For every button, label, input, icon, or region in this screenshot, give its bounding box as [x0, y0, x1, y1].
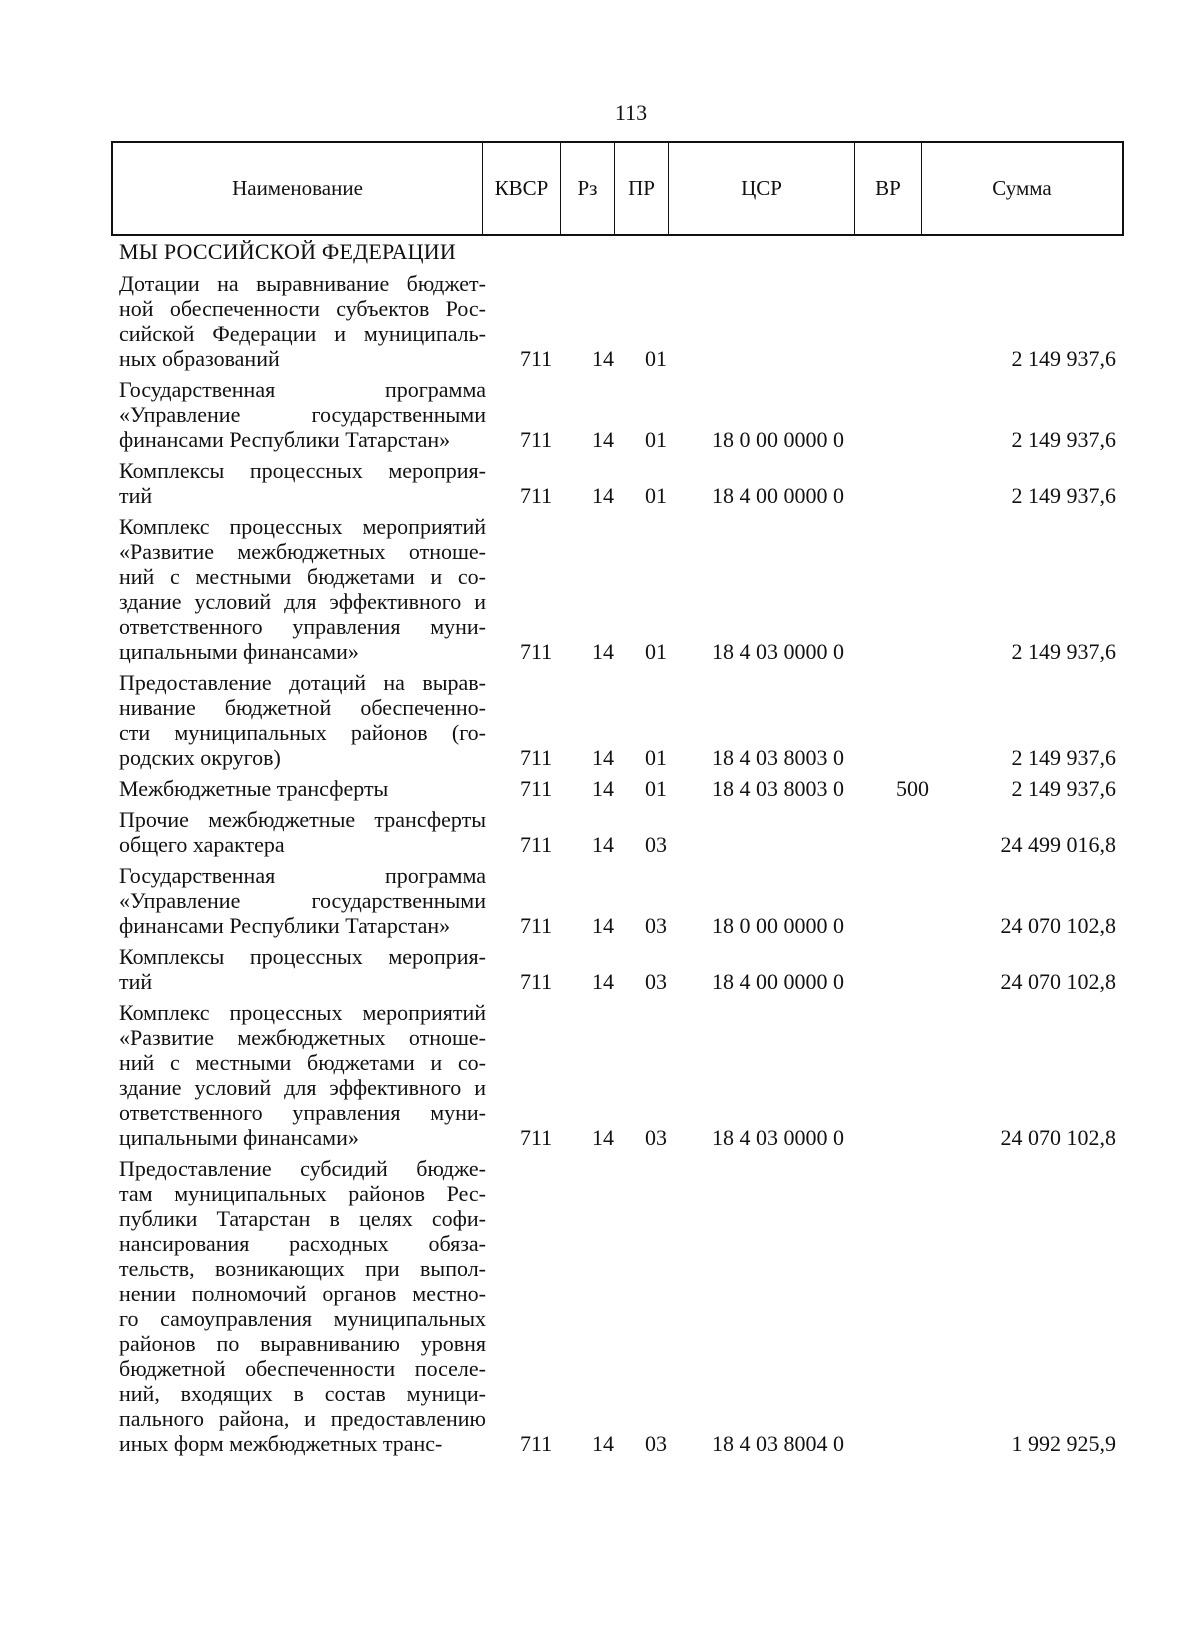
row-name	[119, 807, 486, 857]
row-csr: 18 4 03 8004 0	[712, 1431, 844, 1456]
row-name-line: Комплексы процессных мероприя-	[119, 458, 486, 483]
header-pr: ПР	[614, 143, 668, 234]
row-name-line: ципальными финансами»	[119, 1125, 359, 1150]
row-name-line: тий	[119, 969, 153, 994]
row-name	[119, 670, 486, 770]
row-name-line: бюджетной обеспеченности поселе-	[119, 1356, 486, 1381]
row-csr: 18 4 03 0000 0	[712, 1125, 844, 1150]
row-name-line: Комплексы процессных мероприя-	[119, 944, 486, 969]
row-kvsr: 711	[520, 969, 553, 994]
row-rz: 14	[592, 427, 614, 452]
row-pr: 03	[645, 832, 667, 857]
page-number: 113	[614, 100, 648, 125]
row-sum: 2 149 937,6	[1011, 639, 1116, 664]
row-csr: 18 4 03 8003 0	[712, 745, 844, 770]
row-name-line: ответственного управления муни-	[119, 1100, 486, 1125]
row-pr: 01	[645, 346, 667, 371]
row-name-line: Государственная программа	[119, 863, 486, 888]
row-name-line: сийской Федерации и муниципаль-	[119, 321, 486, 346]
row-rz: 14	[592, 483, 614, 508]
row-name-line: иных форм межбюджетных транс-	[119, 1431, 443, 1456]
header-sum: Сумма	[921, 143, 1122, 234]
row-name	[119, 271, 486, 371]
row-kvsr: 711	[520, 1431, 553, 1456]
row-rz: 14	[592, 1431, 614, 1456]
row-sum: 2 149 937,6	[1011, 427, 1116, 452]
row-name-line: ципальными финансами»	[119, 639, 359, 664]
row-name-line: ний с местными бюджетами и со-	[119, 1050, 486, 1075]
row-name-line: тий	[119, 483, 153, 508]
row-name-line: ний с местными бюджетами и со-	[119, 564, 486, 589]
row-name-line: «Управление государственными	[119, 402, 486, 427]
row-rz: 14	[592, 913, 614, 938]
row-csr: 18 4 00 0000 0	[712, 969, 844, 994]
row-name-line: финансами Республики Татарстан»	[119, 427, 451, 452]
row-kvsr: 711	[520, 346, 553, 371]
row-name-line: там муниципальных районов Рес-	[119, 1181, 486, 1206]
row-pr: 03	[645, 913, 667, 938]
row-pr: 01	[645, 745, 667, 770]
header-vr: ВР	[854, 143, 921, 234]
row-rz: 14	[592, 745, 614, 770]
row-name-line: тельств, возникающих при выпол-	[119, 1256, 486, 1281]
row-name-line: сти муниципальных районов (го-	[119, 720, 486, 745]
row-sum: 2 149 937,6	[1011, 483, 1116, 508]
row-csr: 18 0 00 0000 0	[712, 427, 844, 452]
row-sum: 24 499 016,8	[1000, 832, 1116, 857]
row-name	[119, 1156, 486, 1456]
row-rz: 14	[592, 832, 614, 857]
row-rz: 14	[592, 346, 614, 371]
row-kvsr: 711	[520, 639, 553, 664]
row-name-line: Дотации на выравнивание бюджет-	[119, 271, 486, 296]
row-name-line: ной обеспеченности субъектов Рос-	[119, 296, 486, 321]
row-name-line: родских округов)	[119, 745, 281, 770]
row-name-line: Комплекс процессных мероприятий	[119, 514, 486, 539]
row-name-line: ответственного управления муни-	[119, 614, 486, 639]
row-name-line: нивание бюджетной обеспеченно-	[119, 695, 486, 720]
row-sum: 24 070 102,8	[1000, 913, 1116, 938]
header-name: Наименование	[232, 176, 363, 200]
row-name	[119, 863, 486, 938]
row-name-line: финансами Республики Татарстан»	[119, 913, 451, 938]
row-name-line: пального района, и предоставлению	[119, 1406, 486, 1431]
row-csr: 18 4 03 0000 0	[712, 639, 844, 664]
row-pr: 01	[645, 483, 667, 508]
row-name-line: нении полномочий органов местно-	[119, 1281, 486, 1306]
row-vr: 500	[896, 776, 929, 801]
row-name	[119, 514, 486, 664]
row-csr: 18 4 00 0000 0	[712, 483, 844, 508]
row-name-line: районов по выравниванию уровня	[119, 1331, 486, 1356]
row-name-line: Межбюджетные трансферты	[119, 776, 389, 801]
row-name-line: Предоставление дотаций на вырав-	[119, 670, 486, 695]
row-csr: 18 0 00 0000 0	[712, 913, 844, 938]
row-pr: 01	[645, 427, 667, 452]
row-name-line: Комплекс процессных мероприятий	[119, 1000, 486, 1025]
row-rz: 14	[592, 776, 614, 801]
row-name-line: здание условий для эффективного и	[119, 589, 486, 614]
continuation-text: МЫ РОССИЙСКОЙ ФЕДЕРАЦИИ	[119, 239, 456, 264]
row-name-line: «Развитие межбюджетных отноше-	[119, 1025, 486, 1050]
row-kvsr: 711	[520, 832, 553, 857]
row-pr: 03	[645, 1431, 667, 1456]
row-pr: 03	[645, 969, 667, 994]
header-csr: ЦСР	[668, 143, 854, 234]
row-kvsr: 711	[520, 776, 553, 801]
row-rz: 14	[592, 639, 614, 664]
row-kvsr: 711	[520, 913, 553, 938]
row-name-line: публики Татарстан в целях софи-	[119, 1206, 486, 1231]
row-name	[119, 1000, 486, 1150]
row-rz: 14	[592, 1125, 614, 1150]
row-name-line: го самоуправления муниципальных	[119, 1306, 486, 1331]
row-name	[119, 776, 486, 801]
row-kvsr: 711	[520, 745, 553, 770]
row-name	[119, 377, 486, 452]
row-rz: 14	[592, 969, 614, 994]
row-sum: 24 070 102,8	[1000, 969, 1116, 994]
row-name-line: Прочие межбюджетные трансферты	[119, 807, 486, 832]
row-kvsr: 711	[520, 483, 553, 508]
row-kvsr: 711	[520, 1125, 553, 1150]
header-rz: Рз	[560, 143, 614, 234]
row-name-line: ных образований	[119, 346, 280, 371]
header-kvsr: КВСР	[482, 143, 560, 234]
row-sum: 1 992 925,9	[1011, 1431, 1116, 1456]
row-name	[119, 944, 486, 994]
table-header	[111, 141, 1124, 236]
row-sum: 24 070 102,8	[1000, 1125, 1116, 1150]
row-kvsr: 711	[520, 427, 553, 452]
row-name	[119, 458, 486, 508]
row-name-line: здание условий для эффективного и	[119, 1075, 486, 1100]
row-name-line: «Управление государственными	[119, 888, 486, 913]
row-sum: 2 149 937,6	[1011, 745, 1116, 770]
row-name-line: Предоставление субсидий бюдже-	[119, 1156, 486, 1181]
row-name-line: общего характера	[119, 832, 285, 857]
row-pr: 01	[645, 776, 667, 801]
row-name-line: нансирования расходных обяза-	[119, 1231, 486, 1256]
row-pr: 01	[645, 639, 667, 664]
row-name-line: «Развитие межбюджетных отноше-	[119, 539, 486, 564]
row-sum: 2 149 937,6	[1011, 776, 1116, 801]
row-sum: 2 149 937,6	[1011, 346, 1116, 371]
row-name-line: ний, входящих в состав муници-	[119, 1381, 486, 1406]
row-csr: 18 4 03 8003 0	[712, 776, 844, 801]
row-pr: 03	[645, 1125, 667, 1150]
row-name-line: Государственная программа	[119, 377, 486, 402]
